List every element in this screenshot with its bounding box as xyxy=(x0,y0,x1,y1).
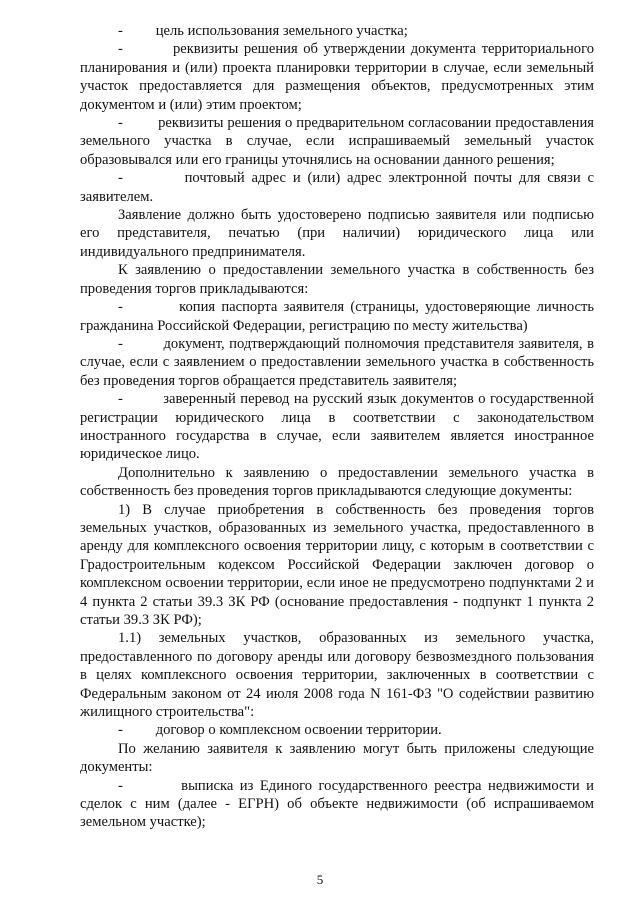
paragraph: По желанию заявителя к заявлению могут быть приложены следующие документы: xyxy=(80,740,594,776)
paragraph: 1.1) земельных участков, образованных из земельного участка, предоставленного по договору аренды или договору безвозмездного пользования в целях комплексного освоения территории, заключенных в соответствии с Федеральным законом от 24 июля 2008 года N 161-ФЗ "О содействии развитию жилищного строительства": xyxy=(80,630,594,721)
list-item: - документ, подтверждающий полномочия представителя заявителя, в случае, если с заявлением о предоставлении земельного участка в собственность без проведения торгов обращается представитель заявителя; xyxy=(80,335,594,389)
list-item: - заверенный перевод на русский язык документов о государственной регистрации юридического лица в соответствии с законодательством иностранного государства в случае, если заявителем является иностранное юридическое лицо. xyxy=(80,391,594,463)
list-item: - почтовый адрес и (или) адрес электронной почты для связи с заявителем. xyxy=(80,170,594,205)
list-item: - цель использования земельного участка; xyxy=(118,23,408,39)
paragraph: Заявление должно быть удостоверено подписью заявителя или подписью его представителя, печатью (при наличии) юридического лица или индивидуального предпринимателя. xyxy=(80,207,594,260)
list-item: - выписка из Единого государственного реестра недвижимости и сделок с ним (далее - ЕГРН) об объекте недвижимости (об испрашиваемом земельном участке); xyxy=(80,777,594,831)
list-item: - копия паспорта заявителя (страницы, удостоверяющие личность гражданина Российской Федерации, регистрацию по месту жительства) xyxy=(80,299,594,334)
list-item: - реквизиты решения об утверждении документа территориального планирования и (или) проекта планировки территории в случае, если земельный участок предоставляется для размещения объектов, предусмотренных этим документом и (или) этим проектом; xyxy=(80,41,594,113)
list-item: - реквизиты решения о предварительном согласовании предоставления земельного участка в случае, если испрашиваемый земельный участок образовывался или его границы уточнялись на основании данного решения; xyxy=(80,115,594,168)
paragraph: 1) В случае приобретения в собственность без проведения торгов земельных участков, образованных из земельного участка, предоставленного в аренду для комплексного освоения территории лицу, с которым в соответствии с Градостроительным кодексом Российской Федерации заключен договор о комплексном освоении территории, если иное не предусмотрено подпунктами 2 и 4 пункта 2 статьи 39.3 ЗК РФ (основание предоставления - подпункт 1 пункта 2 статьи 39.3 ЗК РФ); xyxy=(80,501,594,628)
document-page xyxy=(80,22,594,832)
list-item: - договор о комплексном освоении территории. xyxy=(118,722,442,739)
paragraph: К заявлению о предоставлении земельного участка в собственность без проведения торгов прикладываются: xyxy=(80,262,594,297)
paragraph: Дополнительно к заявлению о предоставлении земельного участка в собственность без проведения торгов прикладываются следующие документы: xyxy=(80,464,594,500)
page-number: 5 xyxy=(316,872,324,887)
